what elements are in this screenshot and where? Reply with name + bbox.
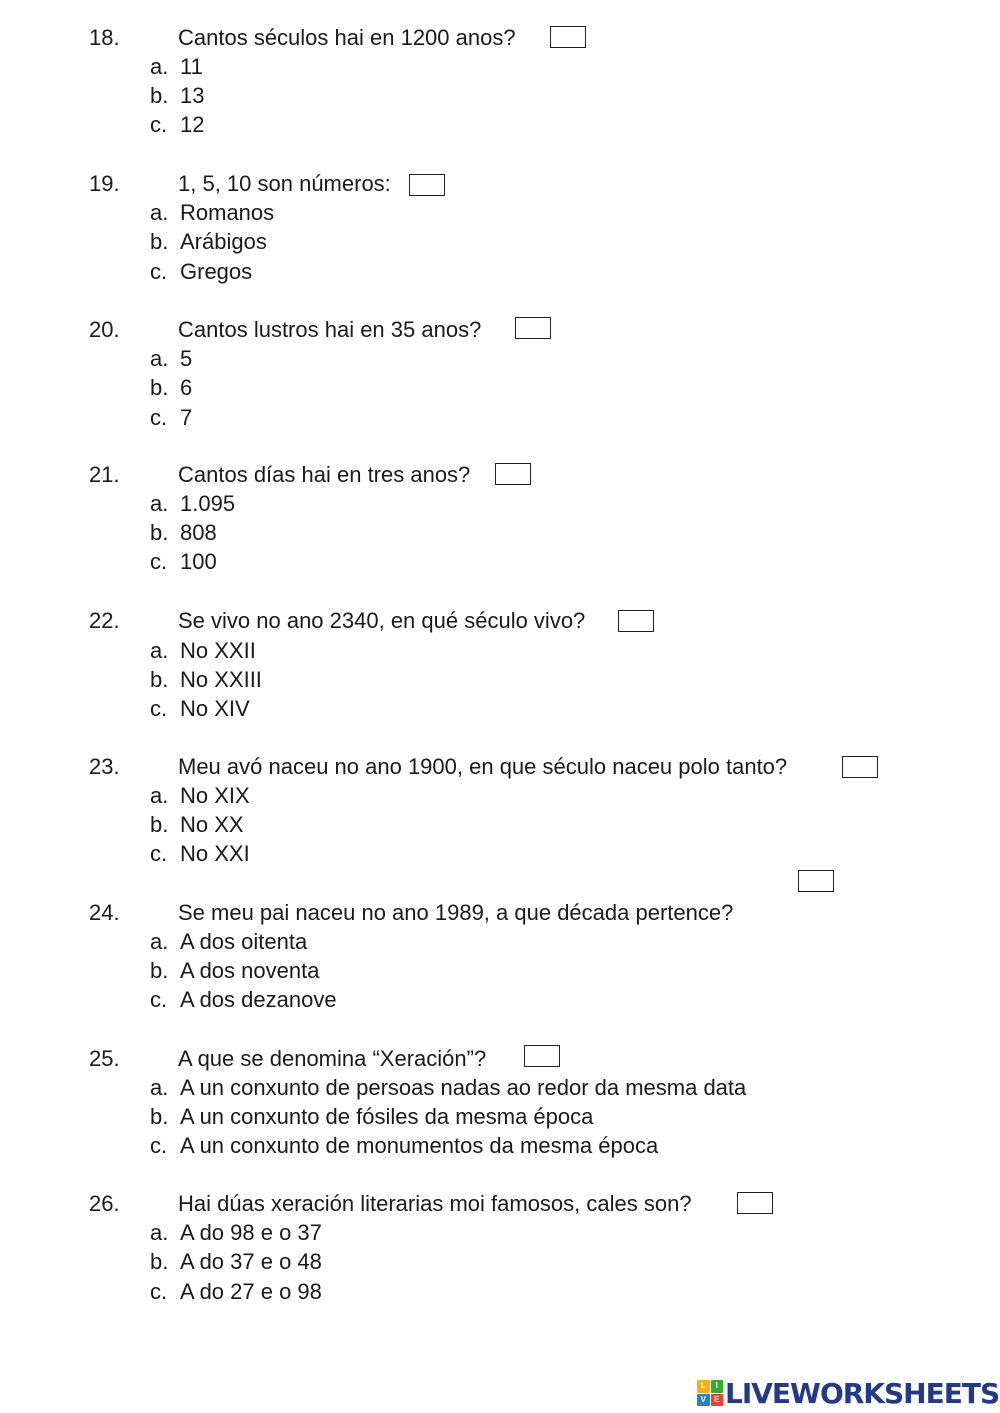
option-text: 13 bbox=[180, 83, 205, 108]
option-letter: b. bbox=[150, 520, 169, 545]
option-c bbox=[150, 111, 204, 139]
question-text: 1, 5, 10 son números: bbox=[178, 171, 391, 196]
question-text: Cantos lustros hai en 35 anos? bbox=[178, 317, 482, 342]
option-letter: c. bbox=[150, 549, 168, 574]
answer-box[interactable] bbox=[737, 1192, 773, 1214]
option-text: A dos dezanove bbox=[180, 987, 337, 1012]
option-text: 1.095 bbox=[180, 491, 236, 516]
option-letter: c. bbox=[150, 405, 168, 430]
logo-icon-letter: V bbox=[697, 1394, 710, 1407]
option-c bbox=[150, 258, 252, 286]
option-text: 808 bbox=[180, 520, 217, 545]
option-b bbox=[150, 666, 262, 694]
option-text: No XIX bbox=[180, 783, 250, 808]
question-number: 23. bbox=[89, 754, 120, 779]
answer-box[interactable] bbox=[495, 463, 531, 485]
option-text: A dos oitenta bbox=[180, 929, 308, 954]
option-text: A do 27 e o 98 bbox=[180, 1279, 322, 1304]
option-letter: c. bbox=[150, 841, 168, 866]
answer-box[interactable] bbox=[842, 756, 878, 778]
option-text: No XXI bbox=[180, 841, 250, 866]
question-22 bbox=[0, 607, 1000, 727]
option-text: 7 bbox=[180, 405, 193, 430]
question-text: Cantos séculos hai en 1200 anos? bbox=[178, 25, 516, 50]
option-c bbox=[150, 1278, 322, 1306]
answer-box[interactable] bbox=[409, 174, 445, 196]
question-text: A que se denomina “Xeración”? bbox=[178, 1046, 487, 1071]
option-letter: b. bbox=[150, 375, 169, 400]
option-letter: c. bbox=[150, 1133, 168, 1158]
answer-box[interactable] bbox=[524, 1045, 560, 1067]
answer-box[interactable] bbox=[618, 610, 654, 632]
option-b bbox=[150, 1248, 322, 1276]
question-text: Se meu pai naceu no ano 1989, a que década pertence? bbox=[178, 900, 734, 925]
option-letter: c. bbox=[150, 259, 168, 284]
question-24 bbox=[0, 899, 1000, 1019]
option-letter: a. bbox=[150, 1075, 169, 1100]
question-21 bbox=[0, 461, 1000, 581]
option-b bbox=[150, 228, 267, 256]
option-letter: b. bbox=[150, 1249, 169, 1274]
option-b bbox=[150, 519, 217, 547]
option-letter: b. bbox=[150, 812, 169, 837]
question-23 bbox=[0, 753, 1000, 873]
question-text: Cantos días hai en tres anos? bbox=[178, 462, 471, 487]
option-text: A do 37 e o 48 bbox=[180, 1249, 322, 1274]
option-letter: a. bbox=[150, 783, 169, 808]
option-letter: c. bbox=[150, 696, 168, 721]
option-c bbox=[150, 1132, 658, 1160]
option-letter: a. bbox=[150, 54, 169, 79]
question-number: 24. bbox=[89, 900, 120, 925]
option-text: Arábigos bbox=[180, 229, 267, 254]
question-25 bbox=[0, 1045, 1000, 1165]
option-letter: c. bbox=[150, 1279, 168, 1304]
option-letter: b. bbox=[150, 83, 169, 108]
option-text: 6 bbox=[180, 375, 193, 400]
option-letter: c. bbox=[150, 987, 168, 1012]
option-letter: a. bbox=[150, 929, 169, 954]
option-a bbox=[150, 637, 256, 665]
option-letter: a. bbox=[150, 346, 169, 371]
question-number: 19. bbox=[89, 171, 120, 196]
option-text: A un conxunto de monumentos da mesma época bbox=[180, 1133, 659, 1158]
option-a bbox=[150, 1074, 746, 1102]
question-text: Hai dúas xeración literarias moi famosos, cales son? bbox=[178, 1191, 692, 1216]
logo-icon-letter: L bbox=[697, 1380, 710, 1393]
option-text: Gregos bbox=[180, 259, 253, 284]
option-letter: b. bbox=[150, 667, 169, 692]
option-a bbox=[150, 490, 235, 518]
question-20 bbox=[0, 316, 1000, 436]
option-a bbox=[150, 782, 250, 810]
answer-box[interactable] bbox=[515, 317, 551, 339]
option-text: 12 bbox=[180, 112, 205, 137]
option-a bbox=[150, 928, 307, 956]
option-text: A un conxunto de persoas nadas ao redor da mesma data bbox=[180, 1075, 747, 1100]
answer-box[interactable] bbox=[550, 26, 586, 48]
question-number: 20. bbox=[89, 317, 120, 342]
option-text: A dos noventa bbox=[180, 958, 320, 983]
logo-text: LIVEWORKSHEETS bbox=[725, 1376, 1000, 1410]
option-text: A un conxunto de fósiles da mesma época bbox=[180, 1104, 594, 1129]
question-number: 25. bbox=[89, 1046, 120, 1071]
option-letter: b. bbox=[150, 1104, 169, 1129]
option-text: A do 98 e o 37 bbox=[180, 1220, 322, 1245]
option-text: Romanos bbox=[180, 200, 275, 225]
option-b bbox=[150, 957, 319, 985]
option-text: No XX bbox=[180, 812, 244, 837]
option-text: 11 bbox=[180, 54, 203, 79]
option-b bbox=[150, 82, 204, 110]
question-number: 22. bbox=[89, 608, 120, 633]
question-number: 26. bbox=[89, 1191, 120, 1216]
option-letter: a. bbox=[150, 1220, 169, 1245]
option-c bbox=[150, 695, 250, 723]
option-text: No XXII bbox=[180, 638, 256, 663]
option-b bbox=[150, 1103, 593, 1131]
option-text: 5 bbox=[180, 346, 193, 371]
option-text: No XXIII bbox=[180, 667, 262, 692]
option-letter: b. bbox=[150, 958, 169, 983]
option-letter: c. bbox=[150, 112, 168, 137]
option-letter: b. bbox=[150, 229, 169, 254]
option-a bbox=[150, 345, 192, 373]
option-a bbox=[150, 1219, 322, 1247]
option-c bbox=[150, 840, 250, 868]
logo-icon-letter: E bbox=[711, 1394, 724, 1407]
question-18 bbox=[0, 24, 1000, 144]
option-a bbox=[150, 199, 274, 227]
question-text: Se vivo no ano 2340, en qué século vivo? bbox=[178, 608, 586, 633]
option-letter: a. bbox=[150, 491, 169, 516]
option-letter: a. bbox=[150, 200, 169, 225]
option-c bbox=[150, 986, 337, 1014]
question-number: 18. bbox=[89, 25, 120, 50]
option-text: 100 bbox=[180, 549, 217, 574]
option-b bbox=[150, 811, 244, 839]
option-text: No XIV bbox=[180, 696, 250, 721]
option-b bbox=[150, 374, 192, 402]
option-c bbox=[150, 548, 217, 576]
question-text: Meu avó naceu no ano 1900, en que século naceu polo tanto? bbox=[178, 754, 788, 779]
option-c bbox=[150, 404, 192, 432]
question-number: 21. bbox=[89, 462, 120, 487]
liveworksheets-logo-icon bbox=[697, 1380, 723, 1406]
answer-box-24[interactable] bbox=[798, 870, 834, 892]
question-19 bbox=[0, 170, 1000, 290]
logo-icon-letter: I bbox=[711, 1380, 724, 1393]
question-26 bbox=[0, 1190, 1000, 1310]
option-a bbox=[150, 53, 203, 81]
liveworksheets-logo bbox=[697, 1377, 999, 1409]
option-letter: a. bbox=[150, 638, 169, 663]
